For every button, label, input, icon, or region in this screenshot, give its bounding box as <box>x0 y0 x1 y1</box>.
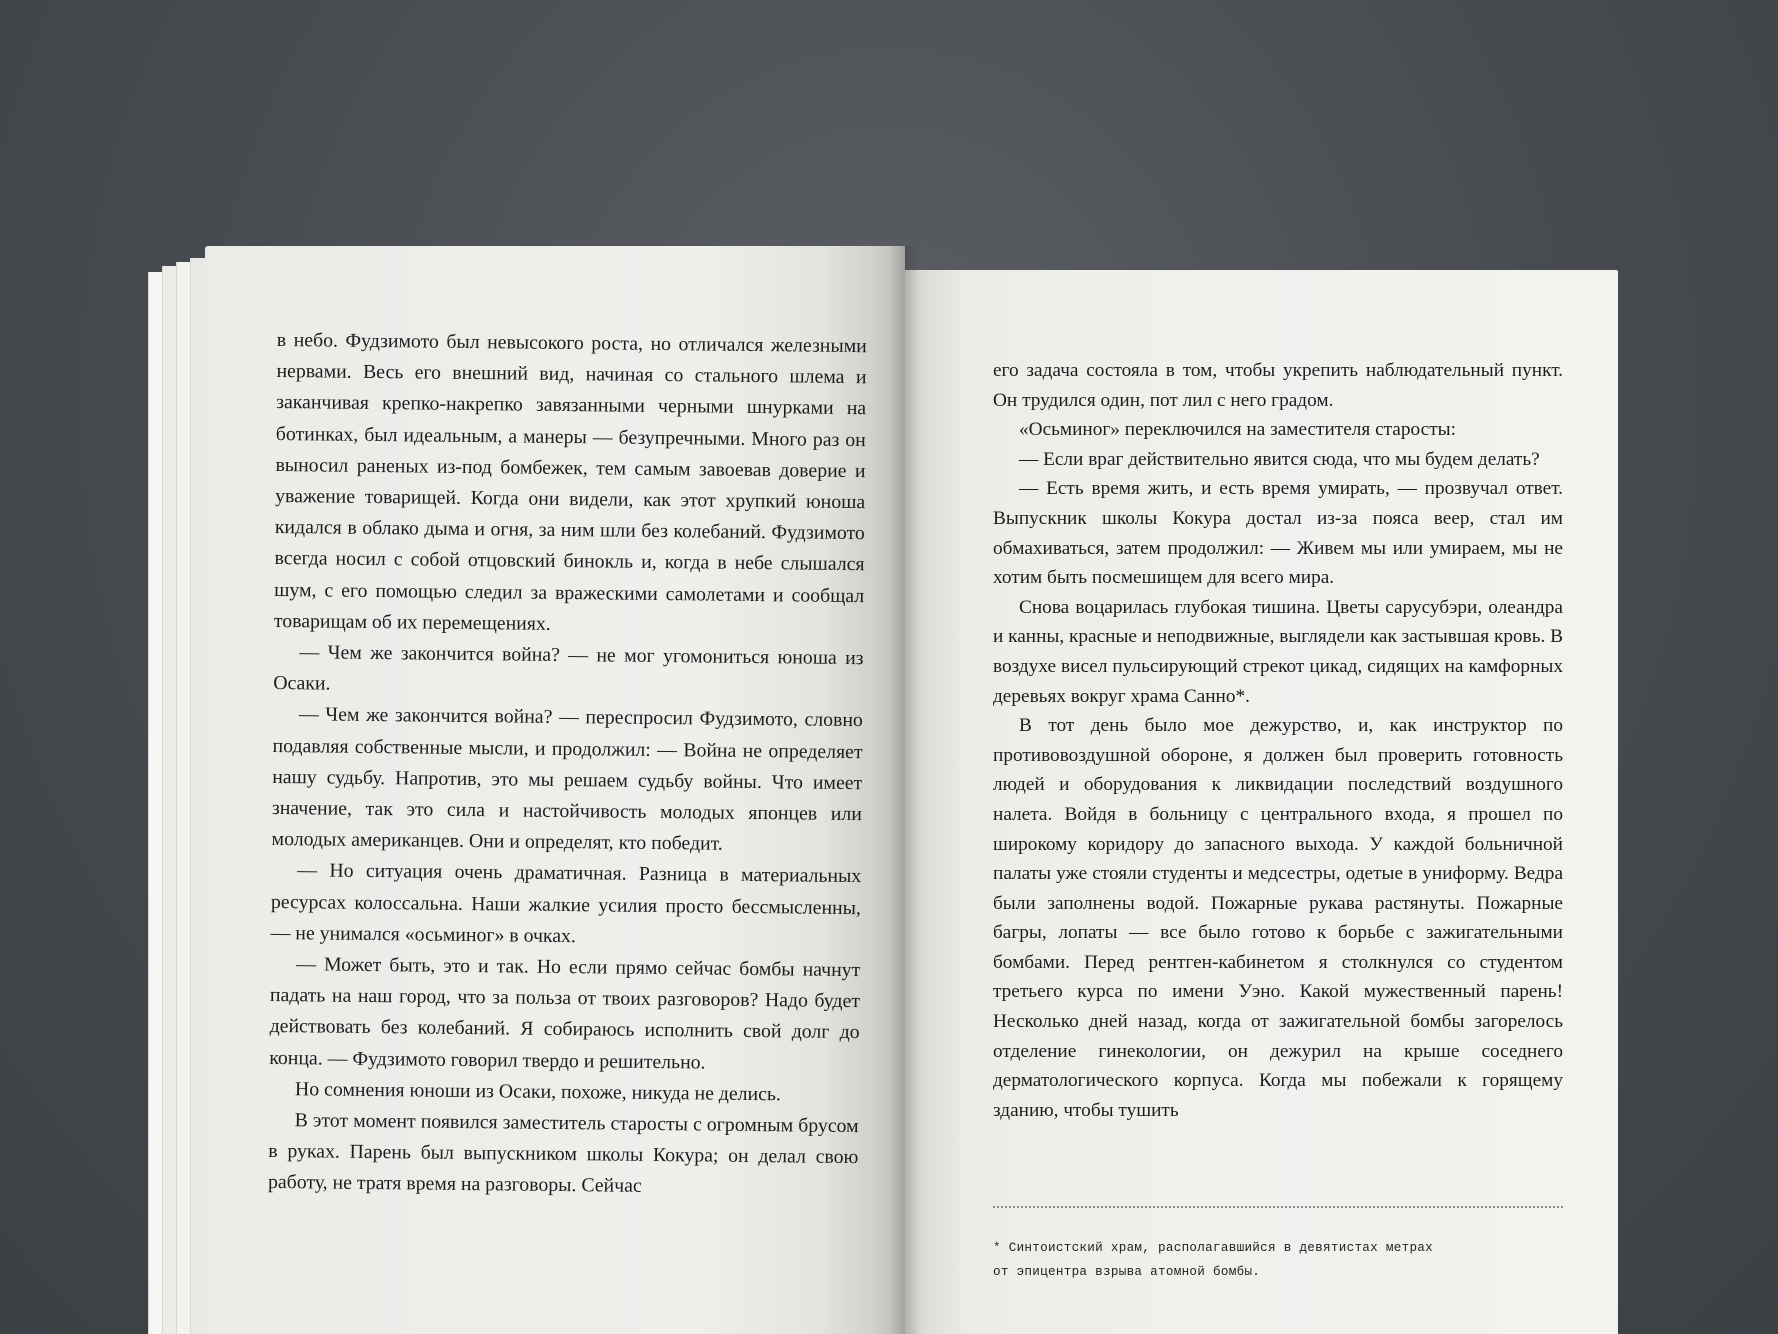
footnote-divider <box>993 1206 1563 1208</box>
paragraph: Снова воцарилась глубокая тишина. Цветы сарусубэри, олеандра и канны, красные и неподвижные, выглядели как застывшая кровь. В воздухе висел пульсирующий стрекот цикад, сидящих на камфорных деревьях вокруг храма Санно*. <box>993 596 1564 707</box>
paragraph: его задача состояла в том, чтобы укрепить наблюдательный пункт. Он трудился один, пот лил с него градом. <box>993 360 1563 411</box>
paragraph: «Осьминог» переключился на заместителя старосты: <box>1019 419 1456 441</box>
footnote-line: * Синтоистский храм, располагавшийся в девятистах метрах <box>993 1241 1434 1255</box>
paragraph: в небо. Фудзимото был невысокого роста, но отличался железными нервами. Весь его внешний вид, начиная со стального шлема и заканчивая крепко-накрепко завязанными черными шнурками на ботинках, был идеальным, а манеры — безупречными. Много раз он выносил раненых из-под бомбежек, тем самым завоевав доверие и уважение товарищей. Когда они видели, как этот хрупкий юноша кидался в облако дыма и огня, за ним шли без колебаний. Фудзимото всегда носил с собой отцовский бинокль и, когда в небе слышался шум, с его помощью следил за вражескими самолетами и сообщал товарищам об их перемещениях. <box>273 328 867 635</box>
paragraph: — Чем же закончится война? — не мог угомониться юноша из Осаки. <box>273 641 864 695</box>
footnote-line: от эпицентра взрыва атомной бомбы. <box>993 1265 1261 1279</box>
paragraph: Но сомнения юноши из Осаки, похоже, никуда не делись. <box>294 1078 782 1106</box>
paragraph: — Если враг действительно явится сюда, что мы будем делать? <box>1019 448 1540 470</box>
paragraph: В этот момент появился заместитель старосты с огромным брусом в руках. Парень был выпускником школы Кокура; он делал свою работу, не тратя время на разговоры. Сейчас <box>267 1109 859 1198</box>
paragraph: В тот день было мое дежурство, и, как инструктор по противовоздушной обороне, я должен был проверить готовность людей и оборудования к ликвидации последствий воздушного налета. Войдя в больницу с центрального входа, я прошел по широкому коридору до запасного выхода. У каждой больничной палаты уже стояли студенты и медсестры, одетые в униформу. Ведра были заполнены водой. Пожарные рукава растянуты. Пожарные багры, лопаты — все было готово к борьбе с зажигательными бомбами. Перед рентген-кабинетом я столкнулся со студентом третьего курса по имени Уэно. Какой мужественный парень! Несколько дней назад, когда от зажигательной бомбы загорелось отделение гинекологии, он дежурил на крыше соседнего дерматологического корпуса. Когда мы побежали к горящему зданию, чтобы тушить <box>993 715 1563 1121</box>
right-page-text <box>993 356 1563 1125</box>
paragraph: — Есть время жить, и есть время умирать, — прозвучал ответ. Выпускник школы Кокура достал из-за пояса веер, стал им обмахиваться, затем продолжил: — Живем мы или умираем, мы не хотим быть посмешищем для всего мира. <box>993 478 1563 589</box>
book-spine <box>890 246 920 1334</box>
paragraph: — Может быть, это и так. Но если прямо сейчас бомбы начнут падать на наш город, что за польза от твоих разговоров? Надо будет действовать без колебаний. Я собираюсь исполнить свой долг до конца. — Фудзимото говорил твердо и решительно. <box>269 953 861 1074</box>
footnote <box>993 1236 1563 1284</box>
paragraph: — Но ситуация очень драматичная. Разница в материальных ресурсах колоссальна. Наши жалкие усилия просто бессмысленны, — не унимался «осьминог» в очках. <box>270 859 862 948</box>
paragraph: — Чем же закончится война? — переспросил Фудзимото, словно подавляя собственные мысли, и продолжил: — Война не определяет нашу судьбу. Напротив, это мы решаем судьбу войны. Что имеет значение, так это сила и настойчивость молодых японцев или молодых американцев. Они и определят, кто победит. <box>271 703 864 855</box>
left-page-text <box>268 325 867 1205</box>
